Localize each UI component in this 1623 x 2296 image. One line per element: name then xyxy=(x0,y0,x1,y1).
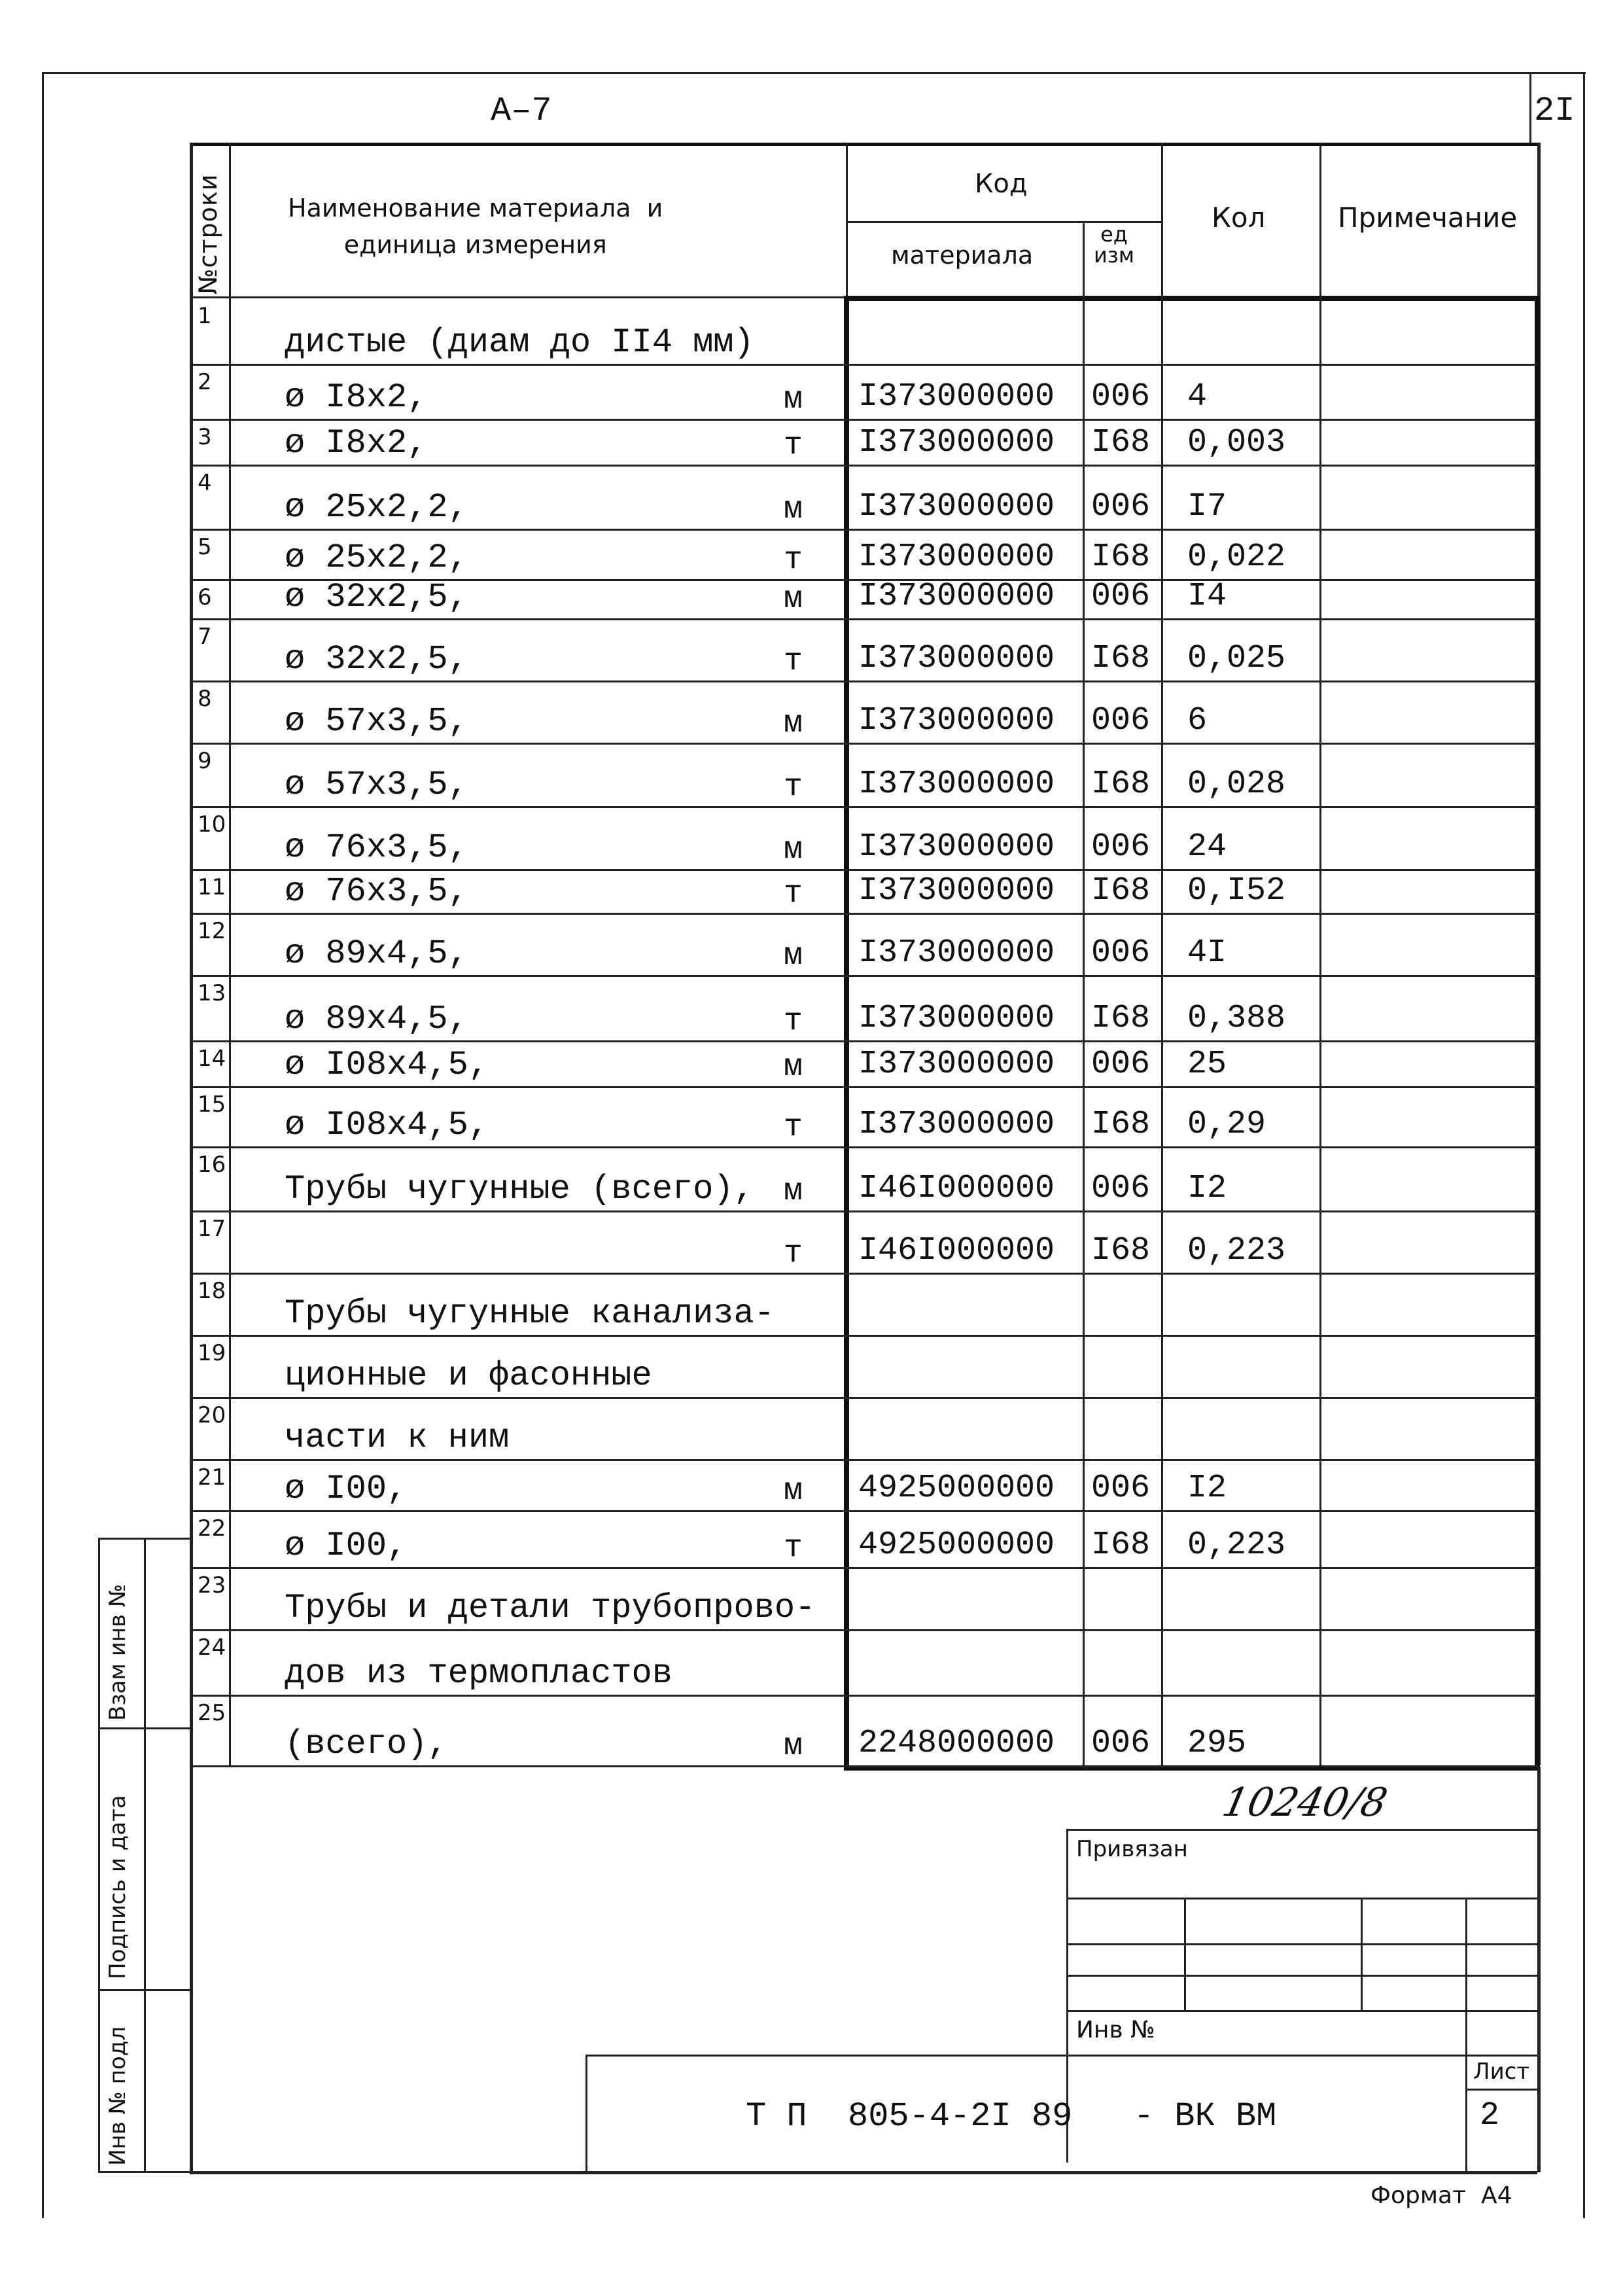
row-divider xyxy=(190,1459,1537,1461)
row-number: 18 xyxy=(198,1278,226,1304)
material-name: Трубы чугунные (всего), xyxy=(285,1170,754,1209)
unit-code: 006 xyxy=(1091,828,1151,866)
material-name: ø 25x2,2, xyxy=(285,539,468,577)
format-label: Формат А4 xyxy=(1370,2182,1512,2209)
row-number: 25 xyxy=(198,1700,226,1726)
quantity: 4I xyxy=(1187,934,1227,972)
unit: т xyxy=(784,1110,803,1145)
material-name: части к ним xyxy=(285,1419,510,1457)
row-number: 14 xyxy=(198,1046,226,1072)
unit-code: 006 xyxy=(1091,378,1151,415)
unit-code: 006 xyxy=(1091,1470,1151,1507)
material-code: I373000000 xyxy=(858,1000,1055,1037)
unit-code: I68 xyxy=(1091,1232,1151,1269)
unit-code: 006 xyxy=(1091,934,1151,972)
unit: м xyxy=(784,1729,803,1764)
unit: м xyxy=(784,582,803,617)
row-number: 19 xyxy=(198,1340,226,1366)
row-number: 7 xyxy=(198,624,212,650)
material-name: ø 32x2,5, xyxy=(285,640,468,679)
unit-code: I68 xyxy=(1091,1000,1151,1037)
row-divider xyxy=(190,1567,1537,1569)
row-number: 8 xyxy=(198,686,212,712)
side-vzam: Взам инв № xyxy=(105,1583,131,1721)
col-note-left xyxy=(1319,296,1321,1765)
row-number: 3 xyxy=(198,424,212,450)
quantity: 0,388 xyxy=(1187,1000,1286,1037)
row-number: 11 xyxy=(198,874,226,900)
sheet-split xyxy=(1465,2089,1537,2091)
side-split-2 xyxy=(98,1989,191,1991)
row-divider xyxy=(190,1397,1537,1399)
designation: Т П 805-4-2I 89 - ВК ВМ xyxy=(746,2097,1277,2136)
outer-right-border xyxy=(1583,72,1585,2218)
material-name: ø I00, xyxy=(285,1527,408,1565)
row-number: 21 xyxy=(198,1464,226,1491)
table-bottom-border xyxy=(190,2171,1537,2174)
doc-ref: А–7 xyxy=(491,92,552,130)
unit: т xyxy=(784,876,803,911)
row-number: 16 xyxy=(198,1152,226,1178)
unit-code: I68 xyxy=(1091,424,1151,461)
side-split-1 xyxy=(98,1727,191,1729)
material-code: I373000000 xyxy=(858,424,1055,461)
row-number: 13 xyxy=(198,980,226,1006)
unit-code: I68 xyxy=(1091,872,1151,910)
quantity: 4 xyxy=(1187,378,1208,415)
unit-code: I68 xyxy=(1091,766,1151,803)
side-bottom xyxy=(98,2171,191,2173)
hdr-qty: Кол xyxy=(1212,202,1266,234)
hdr-qty-left xyxy=(1161,143,1163,296)
hdr-note-left xyxy=(1319,143,1321,296)
unit: м xyxy=(784,832,803,868)
row-divider xyxy=(190,1335,1537,1337)
material-name: ø 89x4,5, xyxy=(285,934,468,973)
side-top xyxy=(98,1538,191,1540)
quantity: 0,022 xyxy=(1187,539,1286,576)
unit: т xyxy=(784,542,803,578)
sheet-label: Лист xyxy=(1473,2058,1530,2085)
sheet-corner-number: 2I xyxy=(1534,92,1575,130)
row-number: 15 xyxy=(198,1091,226,1118)
inv-label: Инв № xyxy=(1076,2017,1155,2043)
unit: т xyxy=(784,644,803,679)
row-divider xyxy=(190,465,1537,467)
material-name: Трубы и детали трубопрово- xyxy=(285,1589,816,1627)
stamp-col-2 xyxy=(1361,1898,1363,2010)
material-name: ø I08x4,5, xyxy=(285,1106,489,1144)
quantity: 0,I52 xyxy=(1187,872,1286,910)
material-code: 4925000000 xyxy=(858,1527,1055,1564)
stamp-top xyxy=(1066,1829,1537,1831)
material-code: I373000000 xyxy=(858,872,1055,910)
row-divider xyxy=(190,869,1537,871)
side-podpis: Подпись и дата xyxy=(105,1795,131,1979)
material-code: I373000000 xyxy=(858,828,1055,866)
row-divider xyxy=(190,364,1537,366)
row-number: 6 xyxy=(198,584,212,610)
hdr-code-left xyxy=(846,143,848,296)
hdr-code-group: Код xyxy=(975,169,1028,199)
row-divider xyxy=(190,1086,1537,1088)
unit: м xyxy=(784,1174,803,1209)
row-divider xyxy=(190,1040,1537,1042)
unit: т xyxy=(784,1530,803,1566)
row-divider xyxy=(190,1765,1537,1767)
col-qty-left xyxy=(1161,296,1163,1765)
material-name: ø 57x3,5, xyxy=(285,702,468,741)
row-number: 24 xyxy=(198,1634,226,1661)
row-number: 17 xyxy=(198,1216,226,1242)
handwritten-number: 10240/8 xyxy=(1218,1780,1391,1826)
quantity: 0,028 xyxy=(1187,766,1286,803)
quantity: 24 xyxy=(1187,828,1227,866)
col-unitcode-left xyxy=(1083,296,1085,1765)
hdr-rowno: №строки xyxy=(194,173,222,294)
sheet-number: 2 xyxy=(1480,2097,1500,2134)
row-divider xyxy=(190,743,1537,745)
unit: м xyxy=(784,1050,803,1085)
row-number: 2 xyxy=(198,369,212,395)
unit: м xyxy=(784,492,803,527)
material-code: I373000000 xyxy=(858,934,1055,972)
material-code: I373000000 xyxy=(858,1106,1055,1143)
stamp-col-3 xyxy=(1465,1898,1467,2172)
quantity: 25 xyxy=(1187,1046,1227,1083)
material-code: I373000000 xyxy=(858,539,1055,576)
unit: т xyxy=(784,1004,803,1039)
stamp-col-1 xyxy=(1184,1898,1186,2010)
unit-code: 006 xyxy=(1091,1046,1151,1083)
material-code: I373000000 xyxy=(858,766,1055,803)
unit-code: I68 xyxy=(1091,1527,1151,1564)
material-name: ø I8x2, xyxy=(285,424,428,463)
data-block-right xyxy=(1535,296,1540,1768)
unit-code: 006 xyxy=(1091,702,1151,739)
material-name: Трубы чугунные канализа- xyxy=(285,1294,775,1333)
material-code: I373000000 xyxy=(858,488,1055,525)
quantity: I7 xyxy=(1187,488,1227,525)
quantity: I2 xyxy=(1187,1470,1227,1507)
material-name: ционные и фасонные xyxy=(285,1356,652,1395)
data-block-left xyxy=(844,296,849,1768)
material-name: дов из термопластов xyxy=(285,1654,672,1693)
quantity: 295 xyxy=(1187,1725,1247,1762)
unit: м xyxy=(784,938,803,974)
title-block-left xyxy=(585,2055,587,2172)
data-block-top xyxy=(844,296,1540,301)
unit: м xyxy=(784,382,803,417)
bound-label: Привязан xyxy=(1076,1836,1188,1862)
unit-code: I68 xyxy=(1091,539,1151,576)
row-number: 12 xyxy=(198,918,226,944)
hdr-code-unit: ед изм xyxy=(1094,222,1134,268)
material-code: I373000000 xyxy=(858,378,1055,415)
material-code: I373000000 xyxy=(858,578,1055,615)
quantity: 0,025 xyxy=(1187,640,1286,677)
row-divider xyxy=(190,1273,1537,1275)
row-number: 23 xyxy=(198,1572,226,1598)
material-code: I46I000000 xyxy=(858,1170,1055,1207)
hdr-note: Примечание xyxy=(1338,202,1518,234)
material-name: ø 89x4,5, xyxy=(285,1000,468,1038)
material-code: 4925000000 xyxy=(858,1470,1055,1507)
hdr-code-material: материала xyxy=(891,241,1034,270)
material-name: ø 76x3,5, xyxy=(285,872,468,911)
row-number: 4 xyxy=(198,470,212,496)
row-divider xyxy=(190,913,1537,915)
unit-code: I68 xyxy=(1091,1106,1151,1143)
material-code: I373000000 xyxy=(858,702,1055,739)
row-number: 10 xyxy=(198,811,226,838)
row-divider xyxy=(190,1629,1537,1631)
row-divider xyxy=(190,1210,1537,1212)
material-name: ø I08x4,5, xyxy=(285,1046,489,1084)
corner-box-left xyxy=(1529,72,1531,143)
col-rowno-right xyxy=(229,143,231,1765)
material-code: 2248000000 xyxy=(858,1725,1055,1762)
row-number: 20 xyxy=(198,1402,226,1428)
row-divider xyxy=(190,419,1537,421)
side-col-mid xyxy=(144,1538,146,2172)
material-name: ø 25x2,2, xyxy=(285,488,468,527)
hdr-name: Наименование материала и единица измерения xyxy=(288,194,663,259)
quantity: I2 xyxy=(1187,1170,1227,1207)
row-divider xyxy=(190,618,1537,620)
unit: т xyxy=(784,769,803,805)
unit-code: 006 xyxy=(1091,1170,1151,1207)
stamp-right xyxy=(1537,1767,1541,2172)
table-top-border xyxy=(190,143,1537,146)
quantity: I4 xyxy=(1187,578,1227,615)
material-name: ø 32x2,5, xyxy=(285,578,468,616)
row-divider xyxy=(190,1695,1537,1697)
row-number: 9 xyxy=(198,748,212,774)
material-name: ø 57x3,5, xyxy=(285,766,468,804)
material-name: дистые (диам до II4 мм) xyxy=(285,323,754,362)
row-divider xyxy=(190,680,1537,682)
side-col-left xyxy=(98,1538,100,2172)
side-inv-podl: Инв № подл xyxy=(105,2026,131,2166)
unit: м xyxy=(784,706,803,741)
unit: м xyxy=(784,1474,803,1509)
row-number: 5 xyxy=(198,534,212,560)
material-name: (всего), xyxy=(285,1725,448,1763)
material-code: I373000000 xyxy=(858,1046,1055,1083)
hdr-unit-left xyxy=(1083,221,1085,296)
material-name: ø I8x2, xyxy=(285,378,428,417)
row-divider xyxy=(190,1146,1537,1148)
outer-top-border xyxy=(42,72,1586,74)
row-divider xyxy=(190,806,1537,808)
unit-code: 006 xyxy=(1091,1725,1151,1762)
quantity: 6 xyxy=(1187,702,1208,739)
unit-code: 006 xyxy=(1091,578,1151,615)
row-number: 22 xyxy=(198,1515,226,1542)
row-number: 1 xyxy=(198,303,212,329)
unit: т xyxy=(784,1236,803,1271)
row-divider xyxy=(190,1510,1537,1512)
table-left-border xyxy=(190,143,193,2171)
material-code: I46I000000 xyxy=(858,1232,1055,1269)
unit-code: I68 xyxy=(1091,640,1151,677)
row-divider xyxy=(190,975,1537,977)
title-block-top xyxy=(585,2055,1537,2057)
row-divider xyxy=(190,529,1537,531)
material-code: I373000000 xyxy=(858,640,1055,677)
unit-code: 006 xyxy=(1091,488,1151,525)
quantity: 0,223 xyxy=(1187,1232,1286,1269)
material-name: ø I00, xyxy=(285,1470,408,1508)
quantity: 0,003 xyxy=(1187,424,1286,461)
quantity: 0,29 xyxy=(1187,1106,1266,1143)
material-name: ø 76x3,5, xyxy=(285,828,468,867)
quantity: 0,223 xyxy=(1187,1527,1286,1564)
outer-left-border xyxy=(42,72,44,2218)
unit: т xyxy=(784,428,803,463)
